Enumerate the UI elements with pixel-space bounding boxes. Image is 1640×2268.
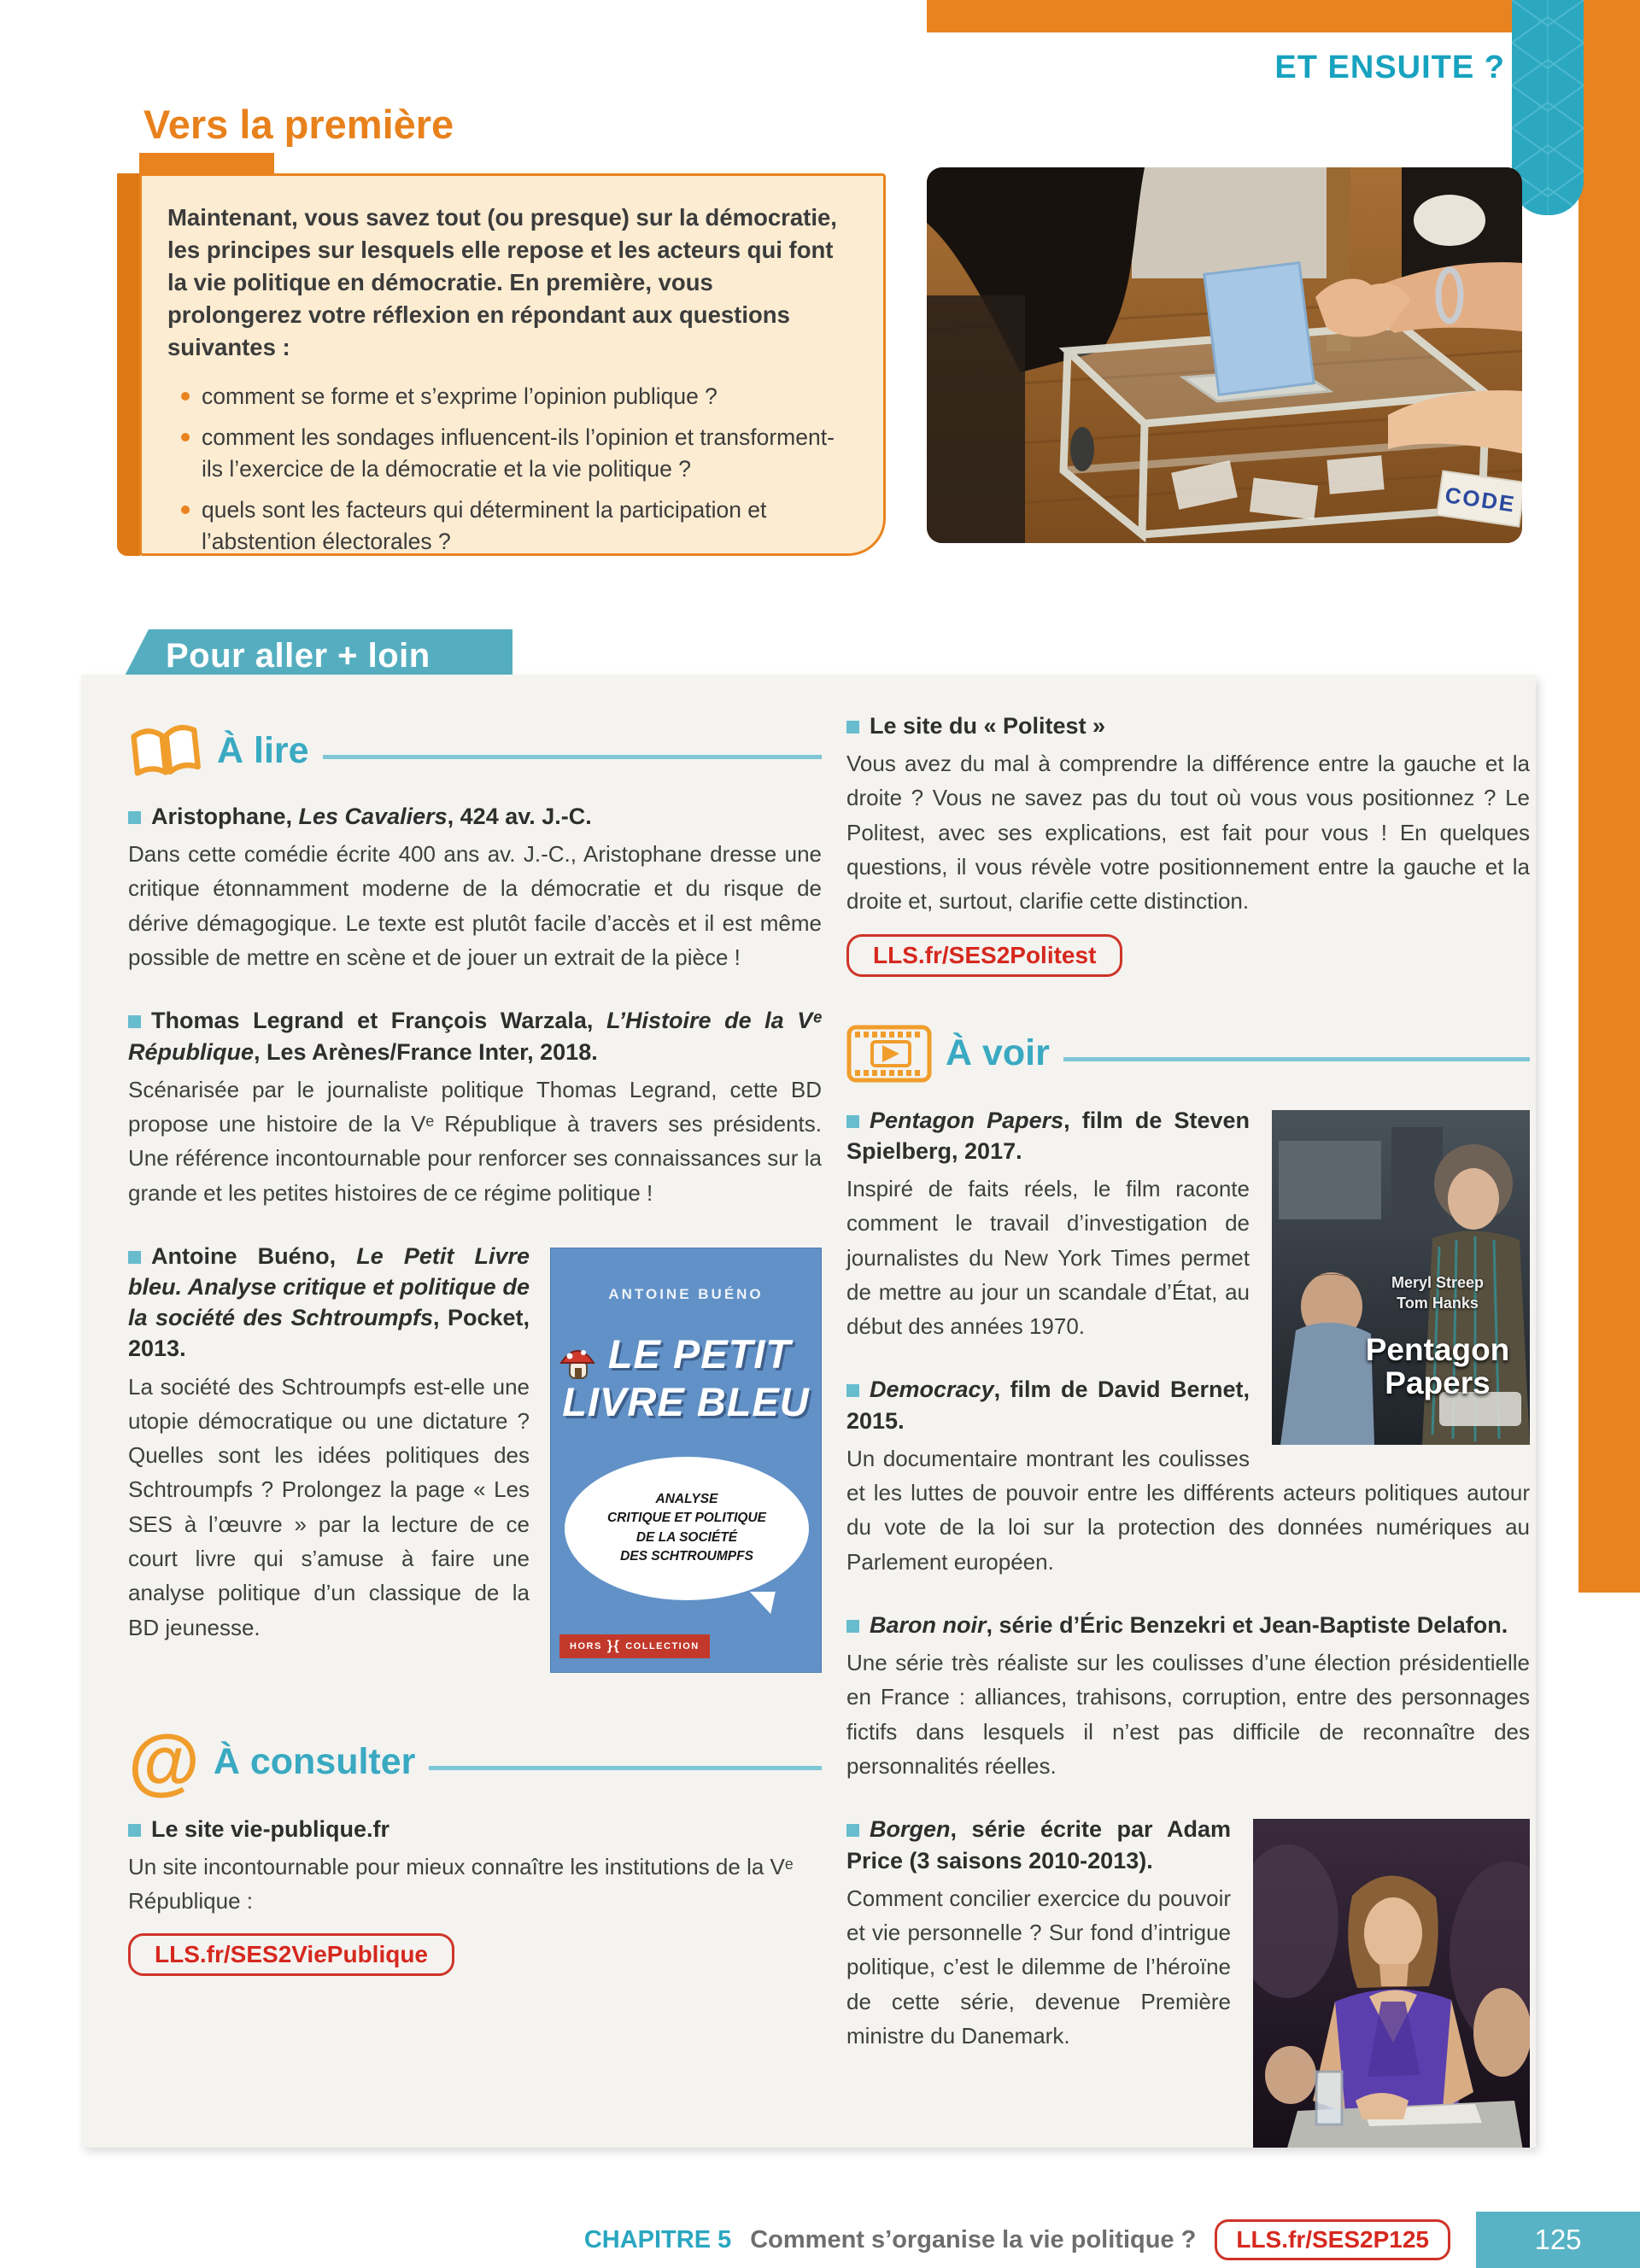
entry-heading: [128, 801, 822, 832]
intro-bullet-text: quels sont les facteurs qui déterminent la participation et l’abstention électorales ?: [202, 496, 767, 555]
entry-body: Inspiré de faits réels, le film raconte comment le travail d’investigation de journalistes du New York Times permet de mettre au jour un scandale d’État, au début des années 1970.: [846, 1176, 1250, 1340]
intro-bullet-list: [167, 381, 849, 558]
bullet-dot-icon: [181, 506, 190, 514]
cover-title-line1: LE PETIT: [607, 1330, 792, 1377]
ballot-box-illustration: [927, 167, 1522, 543]
open-book-icon: [128, 722, 203, 779]
code-book-label: CODE: [1443, 482, 1518, 517]
entry-body: Vous avez du mal à comprendre la différence entre la gauche et la droite ? Vous ne savez pas du tout où vous vous positionnez ? Le Politest, avec ses explications, est fait pour vous ! En quelques questions, il vous révèle votre positionnement entre la gauche et la droite et, surtout, clarifie cette distinction.: [846, 751, 1530, 915]
entry-heading-rest: , film de Steven Spielberg, 2017.: [846, 1107, 1250, 1164]
entry-heading-rest: , Pocket, 2013.: [128, 1305, 530, 1362]
alire-entry-aristophane: [128, 801, 822, 974]
entry-heading-rest: , film de David Bernet, 2015.: [846, 1377, 1250, 1434]
publisher-left: HORS: [570, 1640, 602, 1651]
entry-heading-title: Democracy: [870, 1377, 994, 1403]
avoir-title: À voir: [946, 1032, 1050, 1074]
lls-page-link[interactable]: LLS.fr/SES2P125: [1215, 2219, 1450, 2260]
right-column: [846, 710, 1530, 2148]
at-icon: @: [128, 1720, 200, 1803]
entry-heading: [128, 1005, 822, 1067]
entry-heading-pre: Antoine Buéno,: [151, 1242, 357, 1269]
bullet-dot-icon: [181, 392, 190, 400]
entry-heading: [846, 710, 1530, 741]
square-bullet-icon: [846, 1824, 859, 1837]
poster-title-line: Pentagon: [1365, 1331, 1510, 1367]
page-number-badge: 125: [1476, 2212, 1640, 2268]
poster-actor-names: [1345, 1272, 1530, 1314]
footer-chapter-title: Comment s’organise la vie politique ?: [750, 2225, 1197, 2253]
square-bullet-icon: [846, 1384, 859, 1397]
entry-heading-text: Le site vie-publique.fr: [151, 1815, 390, 1842]
entry-heading-title: Borgen: [870, 1816, 951, 1843]
film-strip-icon: [846, 1025, 932, 1083]
entry-heading-title: Baron noir: [870, 1612, 987, 1639]
entry-heading-rest: , série écrite par Adam Price (3 saisons 2010-2013).: [846, 1816, 1231, 1873]
bubble-line: DE LA SOCIÉTÉ: [636, 1529, 738, 1545]
pentagon-democracy-block: [846, 1105, 1530, 1579]
avoir-entry-baron: [846, 1610, 1530, 1783]
entry-heading-pre: Thomas Legrand et François Warzala,: [151, 1008, 606, 1034]
alire-entry-legrand: [128, 1005, 822, 1210]
square-bullet-icon: [128, 811, 141, 824]
petit-livre-bleu-cover: [550, 1248, 822, 1673]
page-kicker: ET ENSUITE ?: [1274, 50, 1505, 85]
intro-bullet: [181, 494, 849, 558]
poster-title: [1345, 1331, 1530, 1400]
entry-heading-title: L’Histoire de la Vᵉ République: [128, 1008, 823, 1065]
entry-heading-rest: , Les Arènes/France Inter, 2018.: [254, 1038, 598, 1065]
pentagon-papers-poster: [1272, 1110, 1530, 1445]
entry-heading-text: Le site du « Politest »: [870, 713, 1106, 739]
entry-heading-title: Le Petit Livre bleu. Analyse critique et politique de la société des Schtroumpfs: [128, 1242, 530, 1331]
entry-body: Un documentaire montrant les coulisses et les luttes de pouvoir entre les différents acteurs politiques autour du vote de la loi sur la protection des données numériques au Parlement européen.: [846, 1445, 1530, 1575]
intro-bullet: [181, 422, 849, 485]
aconsulter-title: À consulter: [213, 1740, 416, 1782]
entry-body: Scénarisée par le journaliste politique Thomas Legrand, cette BD propose une histoire de la Vᵉ République à travers ses présidents. Une référence incontournable pour renforcer ses connaissances sur la grande et les petites histoires de ce régime politique !: [128, 1076, 822, 1206]
banner-label: Pour aller + loin: [166, 637, 430, 675]
entry-body: Une série très réaliste sur les coulisses d’une élection présidentielle en France : alliances, trahisons, corruption, entre des personnages fictifs dans lesquels il n’est pas difficile de reconnaître des personnalités réelles.: [846, 1650, 1530, 1780]
cover-speech-bubble: [565, 1457, 809, 1600]
bubble-line: DES SCHTROUMPFS: [620, 1549, 753, 1564]
avoir-entry-borgen: [846, 1814, 1530, 2148]
intro-box-accent-bar: [117, 173, 140, 556]
entry-heading: [846, 1610, 1530, 1640]
entry-body: Dans cette comédie écrite 400 ans av. J.-C., Aristophane dresse une critique étonnamment moderne de la démocratie et du risque de dérive démagogique. Le texte est plutôt facile d’accès et il est même possible de mettre en scène et de jouer un extrait de la pièce !: [128, 841, 822, 971]
section-rule: [429, 1766, 822, 1770]
aconsulter-header: [128, 1720, 822, 1803]
page-title: Vers la première: [144, 102, 454, 147]
intro-bullet-text: comment se forme et s’exprime l’opinion publique ?: [202, 383, 718, 409]
entry-body: Un site incontournable pour mieux connaître les institutions de la Vᵉ République :: [128, 1853, 794, 1914]
section-rule: [1063, 1057, 1530, 1061]
publisher-right: COLLECTION: [625, 1640, 700, 1651]
cover-publisher-logo: [559, 1634, 710, 1658]
footer-chapter: CHAPITRE 5: [583, 2225, 732, 2253]
alire-header: [128, 722, 822, 779]
lls-viepublique-link[interactable]: LLS.fr/SES2ViePublique: [128, 1933, 454, 1976]
lls-politest-link[interactable]: LLS.fr/SES2Politest: [846, 934, 1122, 977]
poster-title-line: Papers: [1385, 1365, 1491, 1400]
poster-name: Tom Hanks: [1397, 1294, 1479, 1312]
cover-title-line2: LIVRE BLEU: [562, 1378, 810, 1424]
cover-author: ANTOINE BUÉNO: [608, 1285, 764, 1302]
alire-title: À lire: [217, 729, 309, 771]
left-column: [128, 722, 822, 2007]
entry-heading-rest: , 424 av. J.-C.: [447, 804, 592, 829]
square-bullet-icon: [128, 1824, 141, 1837]
right-orange-bar: [1578, 0, 1640, 1593]
square-bullet-icon: [128, 1015, 141, 1028]
intro-bullet: [181, 381, 849, 412]
content-panel: [81, 675, 1536, 2148]
borgen-illustration: [1253, 1819, 1530, 2148]
aconsulter-entry-viepublique: [128, 1814, 822, 1977]
square-bullet-icon: [846, 721, 859, 734]
entry-heading-title: Pentagon Papers: [870, 1107, 1064, 1133]
poster-name: Meryl Streep: [1391, 1273, 1485, 1291]
section-rule: [323, 755, 822, 759]
intro-box-tab: [139, 153, 274, 176]
entry-heading-pre: Aristophane,: [151, 804, 299, 829]
entry-heading-title: Les Cavaliers: [298, 804, 448, 829]
teal-pattern-band: [1512, 0, 1584, 215]
square-bullet-icon: [846, 1620, 859, 1633]
bubble-tail: [745, 1592, 776, 1614]
intro-bullet-text: comment les sondages influencent-ils l’opinion et transforment-ils l’exercice de la démocratie et la vie politique ?: [202, 424, 835, 482]
intro-box: [139, 173, 886, 556]
bubble-line: ANALYSE: [655, 1491, 718, 1506]
diamond-pattern-icon: [1512, 0, 1584, 215]
entry-body: La société des Schtroumpfs est-elle une utopie démocratique ou une dictature ? Quelles sont les idées politiques des Schtroumpfs ? Prolongez la page « Les SES à l’œuvre » par la lecture de ce court livre qui s’amuse à faire une analyse politique d’un classique de la BD jeunesse.: [128, 1373, 530, 1640]
bubble-line: CRITIQUE ET POLITIQUE: [606, 1511, 766, 1526]
intro-paragraph: Maintenant, vous savez tout (ou presque) sur la démocratie, les principes sur lesquels elle repose et les acteurs qui font la vie politique en démocratie. En première, vous prolongerez votre réflexion en répondant aux questions suivantes :: [167, 204, 837, 360]
entry-heading-rest: , série d’Éric Benzekri et Jean-Baptiste Delafon.: [986, 1612, 1508, 1639]
alire-entry-bueno: [128, 1241, 822, 1681]
avoir-header: [846, 1025, 1530, 1083]
ballot-box-photo: [927, 167, 1522, 543]
bullet-dot-icon: [181, 433, 190, 441]
politest-entry: [846, 710, 1530, 977]
square-bullet-icon: [846, 1115, 859, 1128]
publisher-brace-icon: }{: [606, 1638, 621, 1653]
page-footer: [0, 2212, 1640, 2268]
borgen-photo: [1253, 1819, 1530, 2148]
entry-body: Comment concilier exercice du pouvoir et vie personnelle ? Sur fond d’intrigue politique, c’est le dilemme de l’héroïne de cette série, devenue Première ministre du Danemark.: [846, 1885, 1231, 2049]
square-bullet-icon: [128, 1251, 141, 1264]
entry-heading: [128, 1814, 822, 1844]
